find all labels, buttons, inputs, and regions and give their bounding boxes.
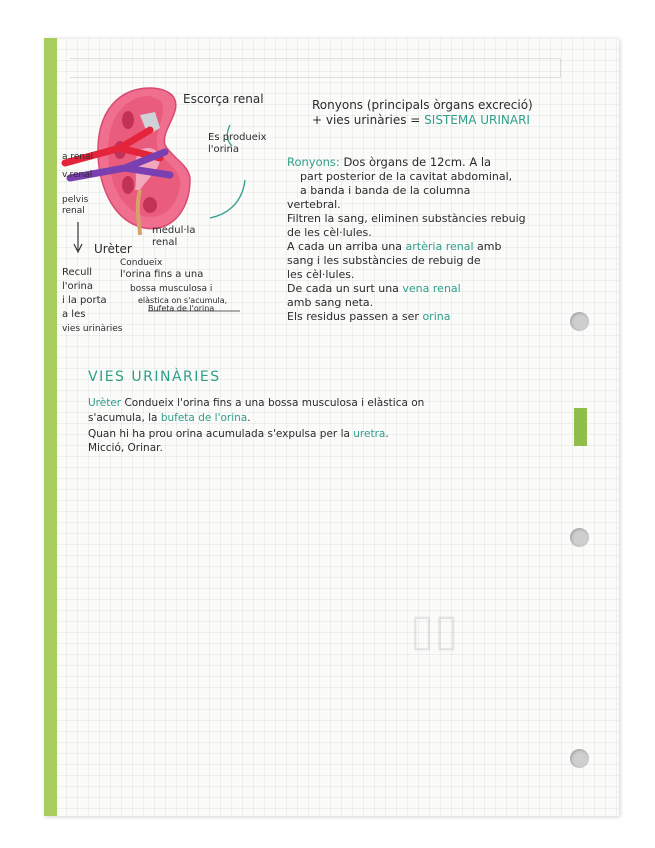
urinary-line-4: Micció, Orinar.: [88, 442, 163, 454]
urinary-line-3: Quan hi ha prou orina acumulada s'expulsa per la uretra.: [88, 428, 389, 440]
left-col-1: Recull: [62, 267, 93, 278]
ureter: [138, 190, 140, 235]
arrow: [210, 180, 245, 218]
label-medulla: medul·la renal: [152, 225, 196, 248]
note-line-9: les cèl·lules.: [287, 268, 355, 281]
title-line-1: Ronyons (principals òrgans excreció): [312, 98, 533, 112]
urinary-line-1: Urèter Condueix l'orina fins a una bossa musculosa i elàstica on: [88, 397, 425, 409]
note-line-4: vertebral.: [287, 198, 341, 211]
title-line-2: + vies urinàries = SISTEMA URINARI: [312, 113, 530, 127]
pyramid: [143, 197, 157, 213]
left-col-5: vies urinàries: [62, 324, 123, 334]
section-heading: VIES URINÀRIES: [88, 369, 221, 385]
pyramid: [122, 176, 134, 194]
label-artery: a.renal: [62, 152, 94, 162]
side-tab: [574, 408, 587, 446]
bleed-through-decoration: ▯▯: [410, 605, 459, 656]
label-vein: v.renal: [62, 170, 93, 180]
pyramid: [122, 111, 134, 129]
right-col-3: elàstica on s'acumula,: [138, 296, 228, 305]
binder-hole: [570, 312, 589, 331]
right-col-2: bossa musculosa i: [130, 284, 213, 294]
note-line-10: De cada un surt una vena renal: [287, 282, 461, 295]
left-col-4: a les: [62, 309, 86, 320]
left-col-2: l'orina: [62, 281, 94, 292]
left-col-3: i la porta: [62, 295, 107, 306]
note-line-5: Filtren la sang, eliminen substàncies rebuig: [287, 212, 526, 225]
note-line-6: de les cèl·lules.: [287, 226, 372, 239]
note-line-12: Els residus passen a ser orina: [287, 310, 451, 323]
label-bladder: Bufeta de l'orina: [148, 304, 215, 313]
note-line-2: part posterior de la cavitat abdominal,: [300, 170, 513, 183]
note-line-1: Ronyons: Dos òrgans de 12cm. A la: [287, 155, 492, 169]
label-pelvis: pelvis renal: [62, 195, 89, 216]
binder-hole: [570, 749, 589, 768]
label-cortex: Escorça renal: [183, 92, 264, 106]
label-produces: Es produeix l'orina: [208, 132, 267, 155]
label-ureter: Urèter: [94, 242, 132, 256]
down-arrow: [74, 222, 82, 252]
note-line-8: sang i les substàncies de rebuig de: [287, 254, 481, 267]
note-line-3: a banda i banda de la columna: [300, 184, 471, 197]
note-line-11: amb sang neta.: [287, 296, 374, 309]
urinary-line-2: s'acumula, la bufeta de l'orina.: [88, 412, 251, 424]
binder-hole: [570, 528, 589, 547]
right-col-1: l'orina fins a una: [120, 269, 204, 280]
note-line-7: A cada un arriba una artèria renal amb: [287, 240, 502, 253]
label-ureter-desc: Condueix: [120, 258, 163, 268]
